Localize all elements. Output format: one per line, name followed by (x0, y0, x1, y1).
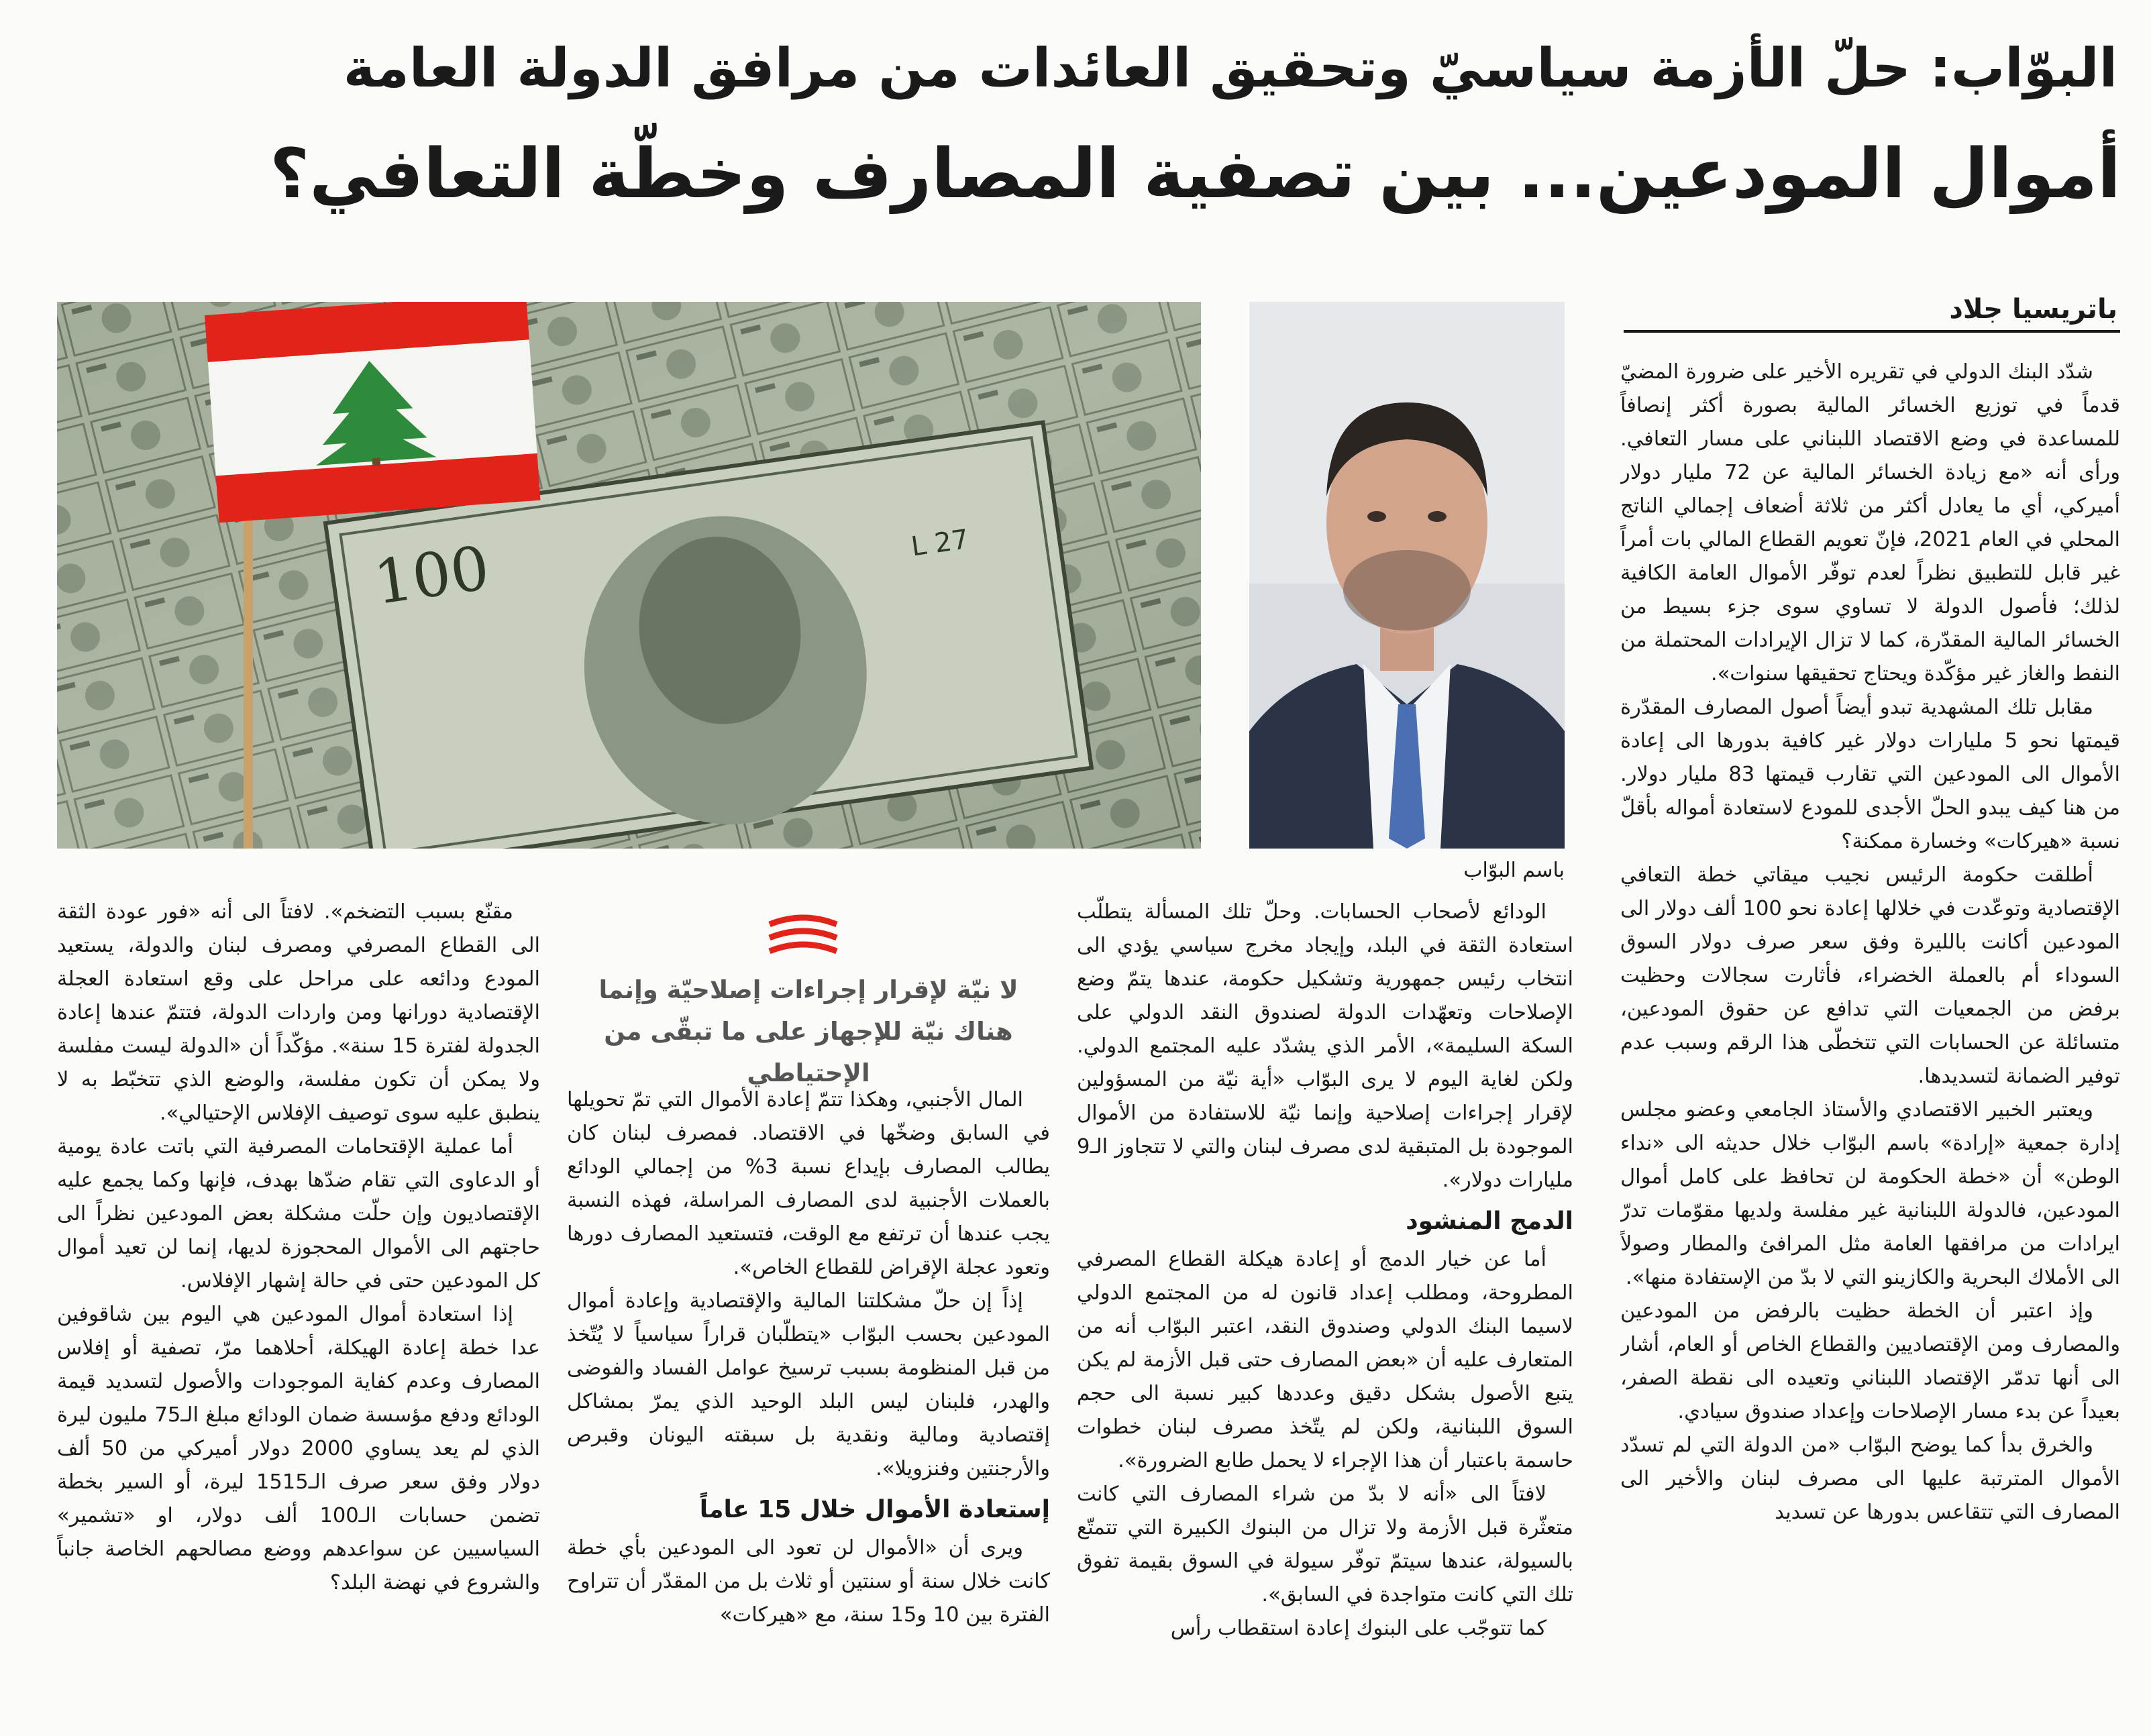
paragraph: شدّد البنك الدولي في تقريره الأخير على ضرورة المضيّ قدماً في توزيع الخسائر المالية بصورة أكثر إنصافاً للمساعدة في وضع الاقتصاد اللبناني على مسار التعافي. ورأى أنه «مع زيادة الخسائر المالية عن 72 مليار دولار أميركي، أي ما يعادل أكثر من ثلاثة أضعاف إجمالي الناتج المحلي في العام 2021، فإنّ تعويم القطاع المالي بات أمراً غير قابل للتطبيق نظراً لعدم توفّر الأموال العامة الكافية لذلك؛ فأصول الدولة لا تساوي سوى جزء بسيط من الخسائر المالية المقدّرة، كما لا تزال الإيرادات المحتملة من النفط والغاز غير مؤكّدة ويحتاج تحقيقها سنوات». (1620, 360, 2120, 686)
byline: باتريسيا جلاد (1949, 294, 2117, 325)
article-column-2 (1077, 896, 1573, 1721)
article-column-4 (57, 896, 540, 1721)
flag-stripes-icon (766, 912, 840, 959)
portrait-caption: باسم البوّاب (1463, 859, 1565, 882)
paragraph: الودائع لأصحاب الحسابات. وحلّ تلك المسألة يتطلّب استعادة الثقة في البلد، وإيجاد مخرج سياسي يؤدي الى انتخاب رئيس جمهورية وتشكيل حكومة، عندها يتمّ وضع الإصلاحات وتعهّدات الدولة لصندوق النقد الدولي على السكة السليمة»، الأمر الذي يشدّد عليه المجتمع الدولي. ولكن لغاية اليوم لا يرى البوّاب «أية نيّة من المسؤولين لإقرار إجراءات إصلاحية وإنما نيّة للاستفادة من الأموال الموجودة بل المتبقية لدى مصرف لبنان والتي لا تتجاوز الـ9 مليارات دولار». (1077, 900, 1573, 1192)
paragraph: لافتاً الى «أنه لا بدّ من شراء المصارف التي كانت متعثّرة قبل الأزمة ولا تزال من البنوك الكبيرة التي تتمتّع بالسيولة، عندها سيتمّ توفّر سيولة في السوق بقيمة تفوق تلك التي كانت متواجدة في السابق». (1077, 1482, 1573, 1607)
paragraph: وإذ اعتبر أن الخطة حظيت بالرفض من المودعين والمصارف ومن الإقتصاديين والقطاع الخاص أو العام، أشار الى أنها تدمّر الإقتصاد اللبناني وتعيده الى نقطة الصفر، بعيداً عن بدء مسار الإصلاحات وإعداد صندوق سيادي. (1620, 1299, 2120, 1423)
paragraph: إذاً إن حلّ مشكلتنا المالية والإقتصادية وإعادة أموال المودعين بحسب البوّاب «يتطلّبان قراراً سياسياً لا يُتّخذ من قبل المنظومة بسبب ترسيخ عوامل الفساد والفوضى والهدر، فلبنان ليس البلد الوحيد الذي يمرّ بمشاكل إقتصادية ومالية ونقدية بل سبقته اليونان وقبرص والأرجنتين وفنزويلا». (567, 1289, 1050, 1480)
paragraph: أما عن خيار الدمج أو إعادة هيكلة القطاع المصرفي المطروحة، ومطلب إعداد قانون له من المجتمع الدولي لاسيما البنك الدولي وصندوق النقد، اعتبر البوّاب أنه من المتعارف عليه أن «بعض المصارف حتى قبل الأزمة لم يكن يتبع الأصول بشكل دقيق وعددها كبير نسبة الى حجم السوق اللبنانية، ولكن لم يتّخذ مصرف لبنان خطوات حاسمة باعتبار أن هذا الإجراء لا يحمل طابع الضرورة». (1077, 1248, 1573, 1472)
pull-quote-logo (766, 912, 840, 959)
section-heading: إستعادة الأموال خلال 15 عاماً (699, 1496, 1050, 1523)
paragraph: ويرى أن «الأموال لن تعود الى المودعين بأي خطة كانت خلال سنة أو سنتين أو ثلاث بل من المقدّر أن تتراوح الفترة بين 10 و15 سنة، مع «هيركات» (567, 1536, 1050, 1627)
byline-rule (1624, 330, 2120, 333)
section-heading: الدمج المنشود (1406, 1207, 1573, 1235)
article-column-3 (567, 1083, 1050, 1721)
paragraph: مقنّع بسبب التضخم». لافتاً الى أنه «فور عودة الثقة الى القطاع المصرفي ومصرف لبنان والدولة، يستعيد المودع ودائعه على مراحل على وقع استعادة العجلة الإقتصادية دورانها ومن واردات الدولة، فتتمّ عندها إعادة الجدولة لفترة 15 سنة». مؤكّداً أن «الدولة ليست مفلسة ولا يمكن أن تكون مفلسة، والوضع الذي تتخبّط به لا ينطبق عليه سوى توصيف الإفلاس الإحتيالي». (57, 900, 540, 1125)
subheadline: البوّاب: حلّ الأزمة سياسيّ وتحقيق العائدات من مرافق الدولة العامة (343, 37, 2117, 99)
paragraph: ويعتبر الخبير الاقتصادي والأستاذ الجامعي وعضو مجلس إدارة جمعية «إرادة» باسم البوّاب خلال حديثه الى «نداء الوطن» أن «خطة الحكومة لن تحافظ على كامل أموال المودعين، فالدولة اللبنانية غير مفلسة ولديها مقوّمات تدرّ ايرادات من مرافقها العامة مثل المرافئ والمطار وصولاً الى الأملاك البحرية والكازينو التي لا بدّ من الإستفادة منها». (1620, 1098, 2120, 1289)
portrait-photo (1249, 302, 1565, 849)
paragraph: مقابل تلك المشهدية تبدو أيضاً أصول المصارف المقدّرة قيمتها نحو 5 مليارات دولار غير كافية بدورها الى إعادة الأموال الى المودعين التي تقارب قيمتها 83 مليار دولار. من هنا كيف يبدو الحلّ الأجدى للمودع لاستعادة أمواله بأقلّ نسبة «هيركات» وخسارة ممكنة؟ (1620, 696, 2120, 853)
paragraph: أما عملية الإقتحامات المصرفية التي باتت عادة يومية أو الدعاوى التي تقام ضدّها بهدف، فإنها وكما يجمع عليه الإقتصاديون وإن حلّت مشكلة بعض المودعين نظراً الى حاجتهم الى الأموال المحجوزة لديها، إنما لن تعيد أموال كل المودعين حتى في حالة إشهار الإفلاس. (57, 1135, 540, 1293)
headline: أموال المودعين... بين تصفية المصارف وخطّة التعافي؟ (269, 134, 2121, 214)
svg-text:L 27: L 27 (909, 524, 971, 563)
paragraph: أطلقت حكومة الرئيس نجيب ميقاتي خطة التعافي الإقتصادية وتوعّدت في خلالها إعادة نحو 100 ألف دولار الى المودعين أكانت بالليرة وفق سعر صرف دولار السوق السوداء أم بالعملة الخضراء، فأثارت سجالات وحظيت برفض من الجمعيات التي تدافع عن حقوق المودعين، متسائلة عن الحسابات التي تتخطّى هذا الرقم وسبب عدم توفير الضمانة لتسديدها. (1620, 863, 2120, 1088)
pull-quote: لا نيّة لإقرار إجراءات إصلاحيّة وإنما هناك نيّة للإجهاز على ما تبقّى من الإحتياطي (598, 975, 1018, 1087)
paragraph: إذا استعادة أموال المودعين هي اليوم بين شاقوفين عدا خطة إعادة الهيكلة، أحلاهما مرّ، تصفية أو إفلاس المصارف وعدم كفاية الموجودات والأصول لتسديد قيمة الودائع ودفع مؤسسة ضمان الودائع مبلغ الـ75 مليون ليرة الذي لم يعد يساوي 2000 دولار أميركي من 50 ألف دولار وفق سعر صرف الـ1515 ليرة، أو السير بخطة تضمن حسابات الـ100 ألف دولار، او «تشمير» السياسيين عن سواعدهم ووضع مصالحهم الخاصة جانباً والشروع في نهضة البلد؟ (57, 1303, 540, 1594)
paragraph: كما تتوجّب على البنوك إعادة استقطاب رأس (1170, 1617, 1546, 1640)
svg-text:100: 100 (369, 533, 494, 619)
paragraph: المال الأجنبي، وهكذا تتمّ إعادة الأموال التي تمّ تحويلها في السابق وضخّها في الاقتصاد. فمصرف لبنان كان يطالب المصارف بإيداع نسبة 3% من إجمالي الودائع بالعملات الأجنبية لدى المصارف المراسلة، فهذه النسبة يجب عندها أن ترتفع مع الوقت، فتستعيد المصارف دورها وتعود عجلة الإقراض للقطاع الخاص». (567, 1088, 1050, 1279)
money-flag-illustration (57, 302, 1201, 849)
article-column-1 (1620, 356, 2120, 1721)
paragraph: والخرق بدأ كما يوضح البوّاب «من الدولة التي لم تسدّد الأموال المترتبة عليها الى مصرف لبنان والأخير الى المصارف التي تتقاعس بدورها عن تسديد (1620, 1433, 2120, 1524)
portrait-illustration (1249, 302, 1565, 849)
money-flag-photo (57, 302, 1201, 849)
